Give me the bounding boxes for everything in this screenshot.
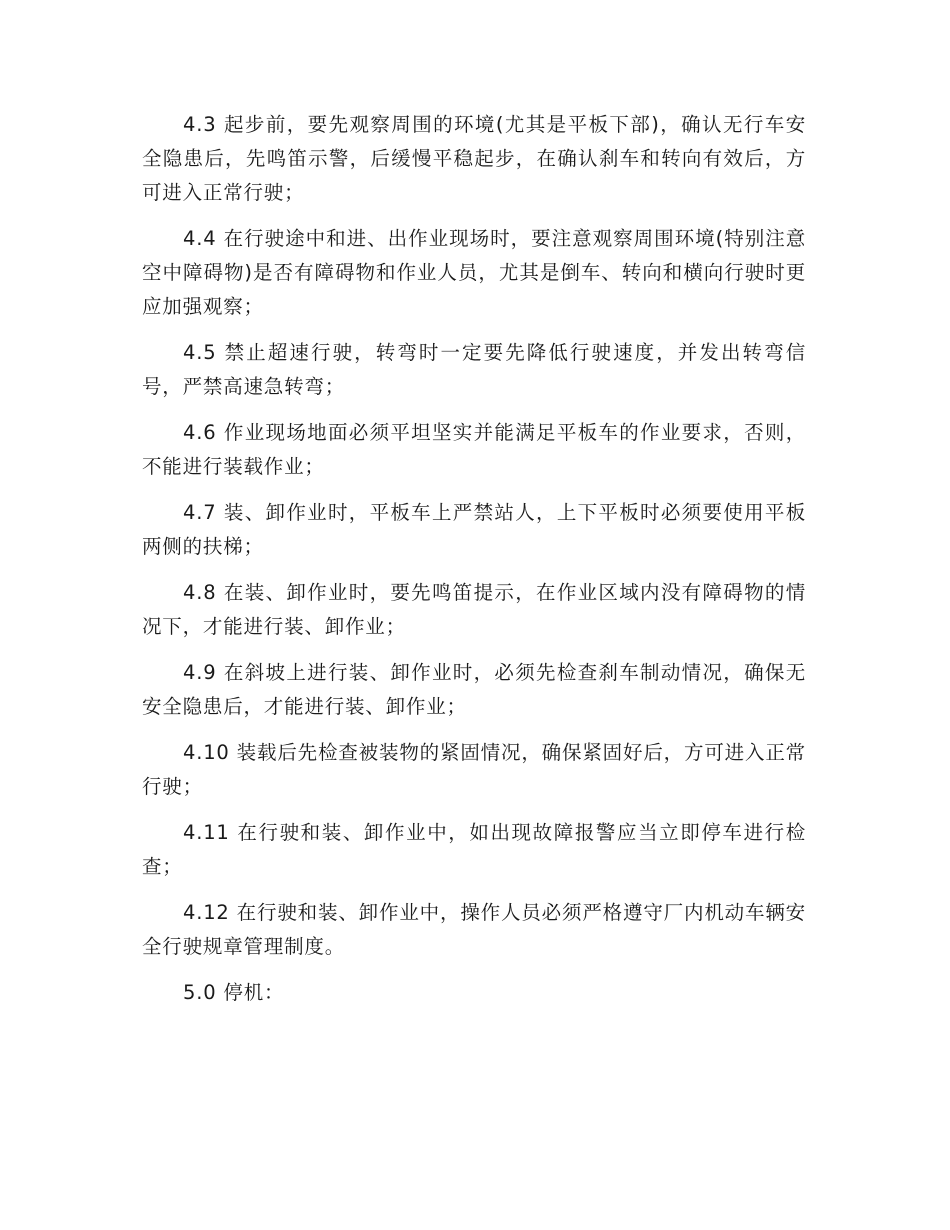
paragraph-4-12: 4.12 在行驶和装、卸作业中，操作人员必须严格遵守厂内机动车辆安全行驶规章管理制度。 [142, 901, 806, 958]
paragraph-4-6: 4.6 作业现场地面必须平坦坚实并能满足平板车的作业要求，否则，不能进行装载作业； [142, 421, 806, 478]
paragraph-4-5: 4.5 禁止超速行驶，转弯时一定要先降低行驶速度，并发出转弯信号，严禁高速急转弯； [142, 341, 806, 398]
paragraph-4-7: 4.7 装、卸作业时，平板车上严禁站人，上下平板时必须要使用平板两侧的扶梯； [142, 501, 806, 558]
paragraph-4-3: 4.3 起步前，要先观察周围的环境(尤其是平板下部)，确认无行车安全隐患后，先鸣笛示警，后缓慢平稳起步，在确认刹车和转向有效后，方可进入正常行驶； [142, 113, 806, 204]
paragraph-4-4: 4.4 在行驶途中和进、出作业现场时，要注意观察周围环境(特别注意空中障碍物)是否有障碍物和作业人员，尤其是倒车、转向和横向行驶时更应加强观察； [142, 227, 806, 318]
document-body [142, 108, 806, 1022]
section-5-0-heading: 5.0 停机： [183, 981, 285, 1004]
paragraph-4-8: 4.8 在装、卸作业时，要先鸣笛提示，在作业区域内没有障碍物的情况下，才能进行装、卸作业； [142, 581, 806, 638]
paragraph-4-10: 4.10 装载后先检查被装物的紧固情况，确保紧固好后，方可进入正常行驶； [142, 741, 806, 798]
paragraph-4-11: 4.11 在行驶和装、卸作业中，如出现故障报警应当立即停车进行检查； [142, 821, 806, 878]
paragraph-4-9: 4.9 在斜坡上进行装、卸作业时，必须先检查刹车制动情况，确保无安全隐患后，才能进行装、卸作业； [142, 661, 806, 718]
